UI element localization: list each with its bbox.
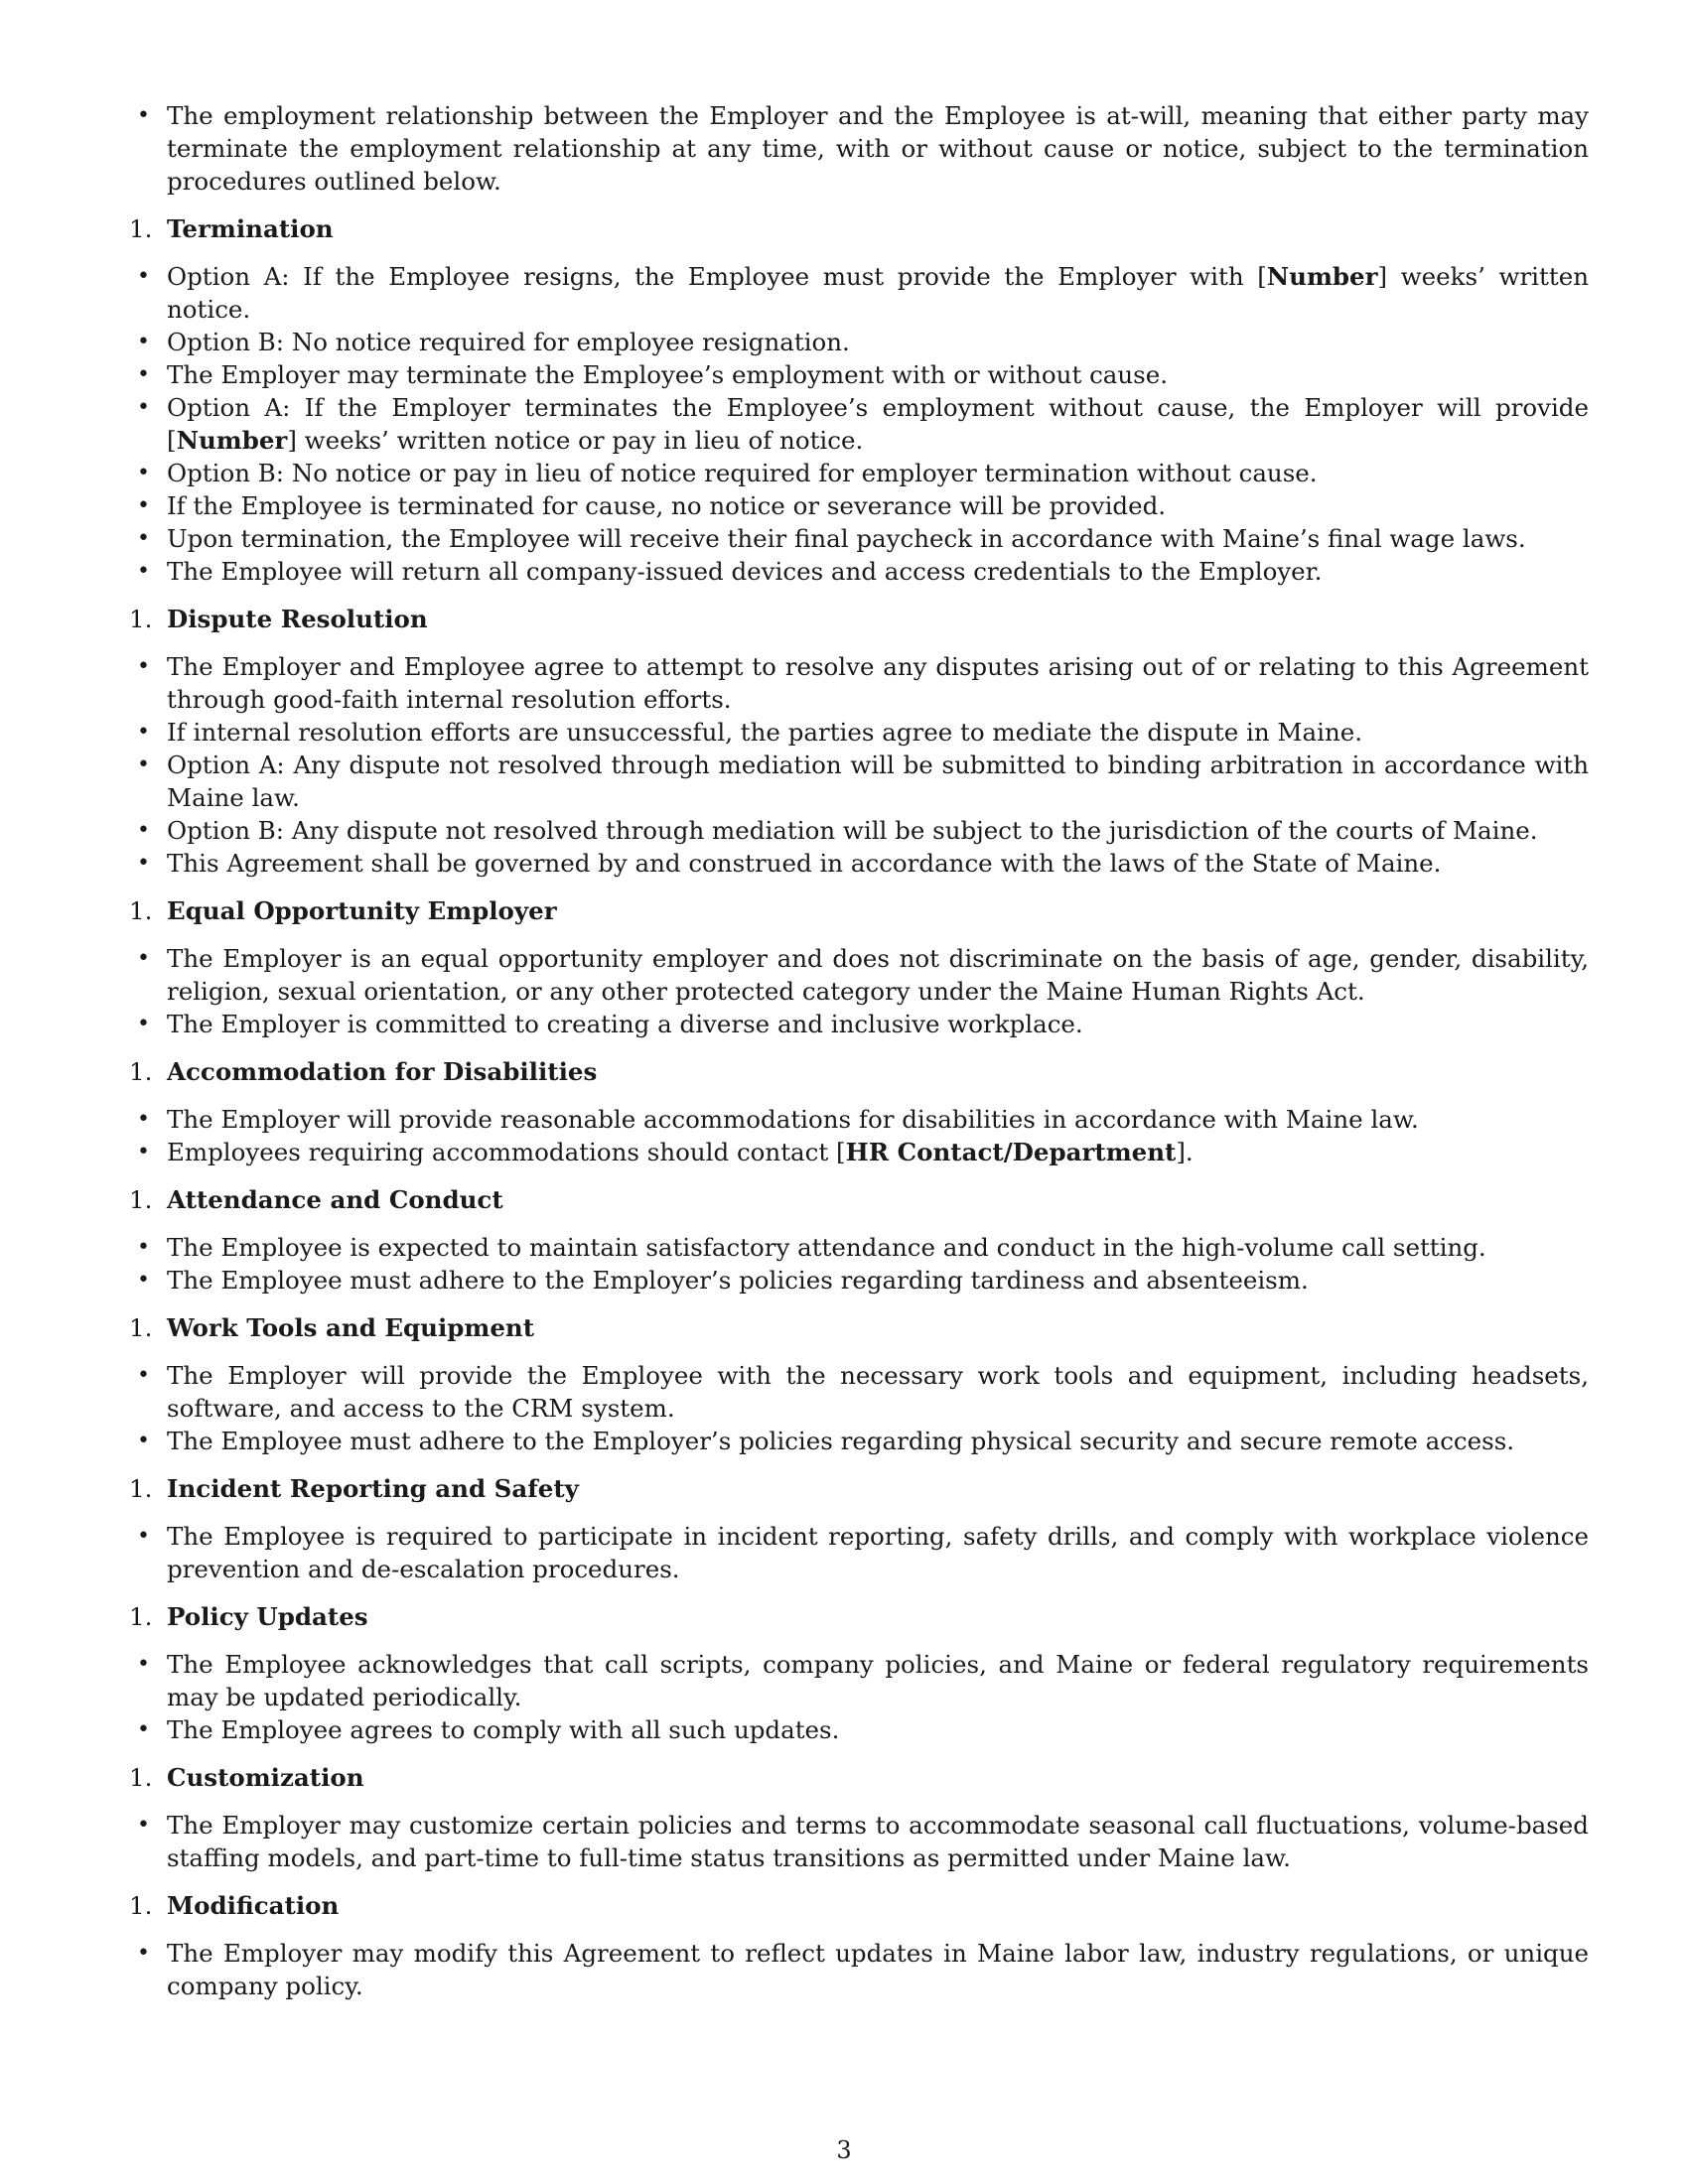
list-item: • The Employee acknowledges that call scripts, company policies, and Maine or federal regulatory requirements may be updated periodically. xyxy=(129,1648,1589,1713)
list-item: • The employment relationship between the Employer and the Employee is at-will, meaning that either party may terminate the employment relationship at any time, with or without cause or notice, subject to the termination procedures outlined below. xyxy=(129,99,1589,198)
section-number: 1. xyxy=(129,1602,153,1631)
section-heading xyxy=(129,1055,1589,1088)
placeholder-field: Number xyxy=(176,426,288,455)
section-list xyxy=(129,1809,1589,1874)
sections-container xyxy=(129,212,1589,2002)
section-number: 1. xyxy=(129,1474,153,1503)
list-item: • If the Employee is terminated for cause, no notice or severance will be provided. xyxy=(129,489,1589,522)
section-number: 1. xyxy=(129,605,153,633)
list-item: • The Employee is required to participate in incident reporting, safety drills, and comply with workplace violence prevention and de-escalation procedures. xyxy=(129,1520,1589,1585)
list-item: • If internal resolution efforts are unsuccessful, the parties agree to mediate the dispute in Maine. xyxy=(129,716,1589,749)
section-number: 1. xyxy=(129,1891,153,1920)
list-item xyxy=(129,260,1589,326)
list-item: • The Employer is an equal opportunity employer and does not discriminate on the basis of age, gender, disability, religion, sexual orientation, or any other protected category under the Maine Human Rights Act. xyxy=(129,942,1589,1008)
document-body xyxy=(129,99,1589,2002)
section-number: 1. xyxy=(129,1763,153,1792)
section-list xyxy=(129,1359,1589,1457)
section-number: 1. xyxy=(129,896,153,925)
section-heading xyxy=(129,603,1589,635)
list-item: • The Employer will provide the Employee with the necessary work tools and equipment, including headsets, software, and access to the CRM system. xyxy=(129,1359,1589,1425)
list-item: • The Employee must adhere to the Employer’s policies regarding tardiness and absenteeism. xyxy=(129,1264,1589,1297)
section-title: Work Tools and Equipment xyxy=(167,1313,535,1342)
section-heading xyxy=(129,1311,1589,1344)
list-item: • The Employer and Employee agree to attempt to resolve any disputes arising out of or relating to this Agreement through good-faith internal resolution efforts. xyxy=(129,650,1589,716)
list-item-text: Employees requiring accommodations should contact [ xyxy=(167,1138,846,1166)
list-item-text: Option A: If the Employer terminates the Employee’s employment without cause, the Employer will provide [ xyxy=(167,393,1589,455)
placeholder-field: HR Contact/Department xyxy=(845,1138,1177,1166)
list-item: • Option B: Any dispute not resolved through mediation will be subject to the jurisdiction of the courts of Maine. xyxy=(129,814,1589,847)
section-title: Accommodation for Disabilities xyxy=(167,1057,598,1086)
section-heading xyxy=(129,1600,1589,1633)
section-number: 1. xyxy=(129,1185,153,1214)
section-title: Equal Opportunity Employer xyxy=(167,896,557,925)
list-item-text: ]. xyxy=(1176,1138,1194,1166)
section-title: Modification xyxy=(167,1891,340,1920)
list-item-text: ] weeks’ written notice. xyxy=(167,262,1589,324)
list-item: • Option B: No notice required for employee resignation. xyxy=(129,326,1589,358)
list-item: • The Employer will provide reasonable accommodations for disabilities in accordance with Maine law. xyxy=(129,1103,1589,1136)
list-item: • The Employee must adhere to the Employer’s policies regarding physical security and secure remote access. xyxy=(129,1425,1589,1457)
list-item: • The Employer may terminate the Employee’s employment with or without cause. xyxy=(129,358,1589,391)
section-list xyxy=(129,1648,1589,1746)
section-title: Incident Reporting and Safety xyxy=(167,1474,579,1503)
section-number: 1. xyxy=(129,1313,153,1342)
list-item: • Upon termination, the Employee will receive their final paycheck in accordance with Maine’s final wage laws. xyxy=(129,522,1589,555)
placeholder-field: Number xyxy=(1266,262,1378,291)
list-item: • Option A: Any dispute not resolved through mediation will be submitted to binding arbitration in accordance with Maine law. xyxy=(129,749,1589,814)
section-heading xyxy=(129,1472,1589,1505)
list-item: • The Employer may modify this Agreement to reflect updates in Maine labor law, industry regulations, or unique company policy. xyxy=(129,1937,1589,2002)
section-title: Termination xyxy=(167,214,334,243)
list-item: • The Employee will return all company-issued devices and access credentials to the Employer. xyxy=(129,555,1589,588)
section-list xyxy=(129,1231,1589,1297)
section-list xyxy=(129,260,1589,588)
list-item: • Option B: No notice or pay in lieu of notice required for employer termination without cause. xyxy=(129,457,1589,489)
section-heading xyxy=(129,1889,1589,1922)
list-item xyxy=(129,1136,1589,1168)
list-item: • This Agreement shall be governed by and construed in accordance with the laws of the State of Maine. xyxy=(129,847,1589,880)
list-item: • The Employee agrees to comply with all such updates. xyxy=(129,1713,1589,1746)
intro-list xyxy=(129,99,1589,198)
page-number: 3 xyxy=(836,2136,852,2164)
list-item xyxy=(129,391,1589,457)
list-item: • The Employee is expected to maintain satisfactory attendance and conduct in the high-volume call setting. xyxy=(129,1231,1589,1264)
list-item: • The Employer is committed to creating a diverse and inclusive workplace. xyxy=(129,1008,1589,1040)
section-title: Customization xyxy=(167,1763,364,1792)
list-item: • The Employer may customize certain policies and terms to accommodate seasonal call fluctuations, volume-based staffing models, and part-time to full-time status transitions as permitted under Maine law. xyxy=(129,1809,1589,1874)
section-list xyxy=(129,650,1589,880)
section-heading xyxy=(129,1761,1589,1794)
section-number: 1. xyxy=(129,214,153,243)
list-item-text: ] weeks’ written notice or pay in lieu of notice. xyxy=(287,426,864,455)
list-item-text: Option A: If the Employee resigns, the Employee must provide the Employer with [ xyxy=(167,262,1267,291)
section-heading xyxy=(129,1183,1589,1216)
section-title: Policy Updates xyxy=(167,1602,368,1631)
section-list xyxy=(129,1103,1589,1168)
section-title: Dispute Resolution xyxy=(167,605,428,633)
section-number: 1. xyxy=(129,1057,153,1086)
section-heading xyxy=(129,212,1589,245)
section-list xyxy=(129,1520,1589,1585)
section-list xyxy=(129,1937,1589,2002)
section-list xyxy=(129,942,1589,1040)
section-title: Attendance and Conduct xyxy=(167,1185,503,1214)
section-heading xyxy=(129,894,1589,927)
